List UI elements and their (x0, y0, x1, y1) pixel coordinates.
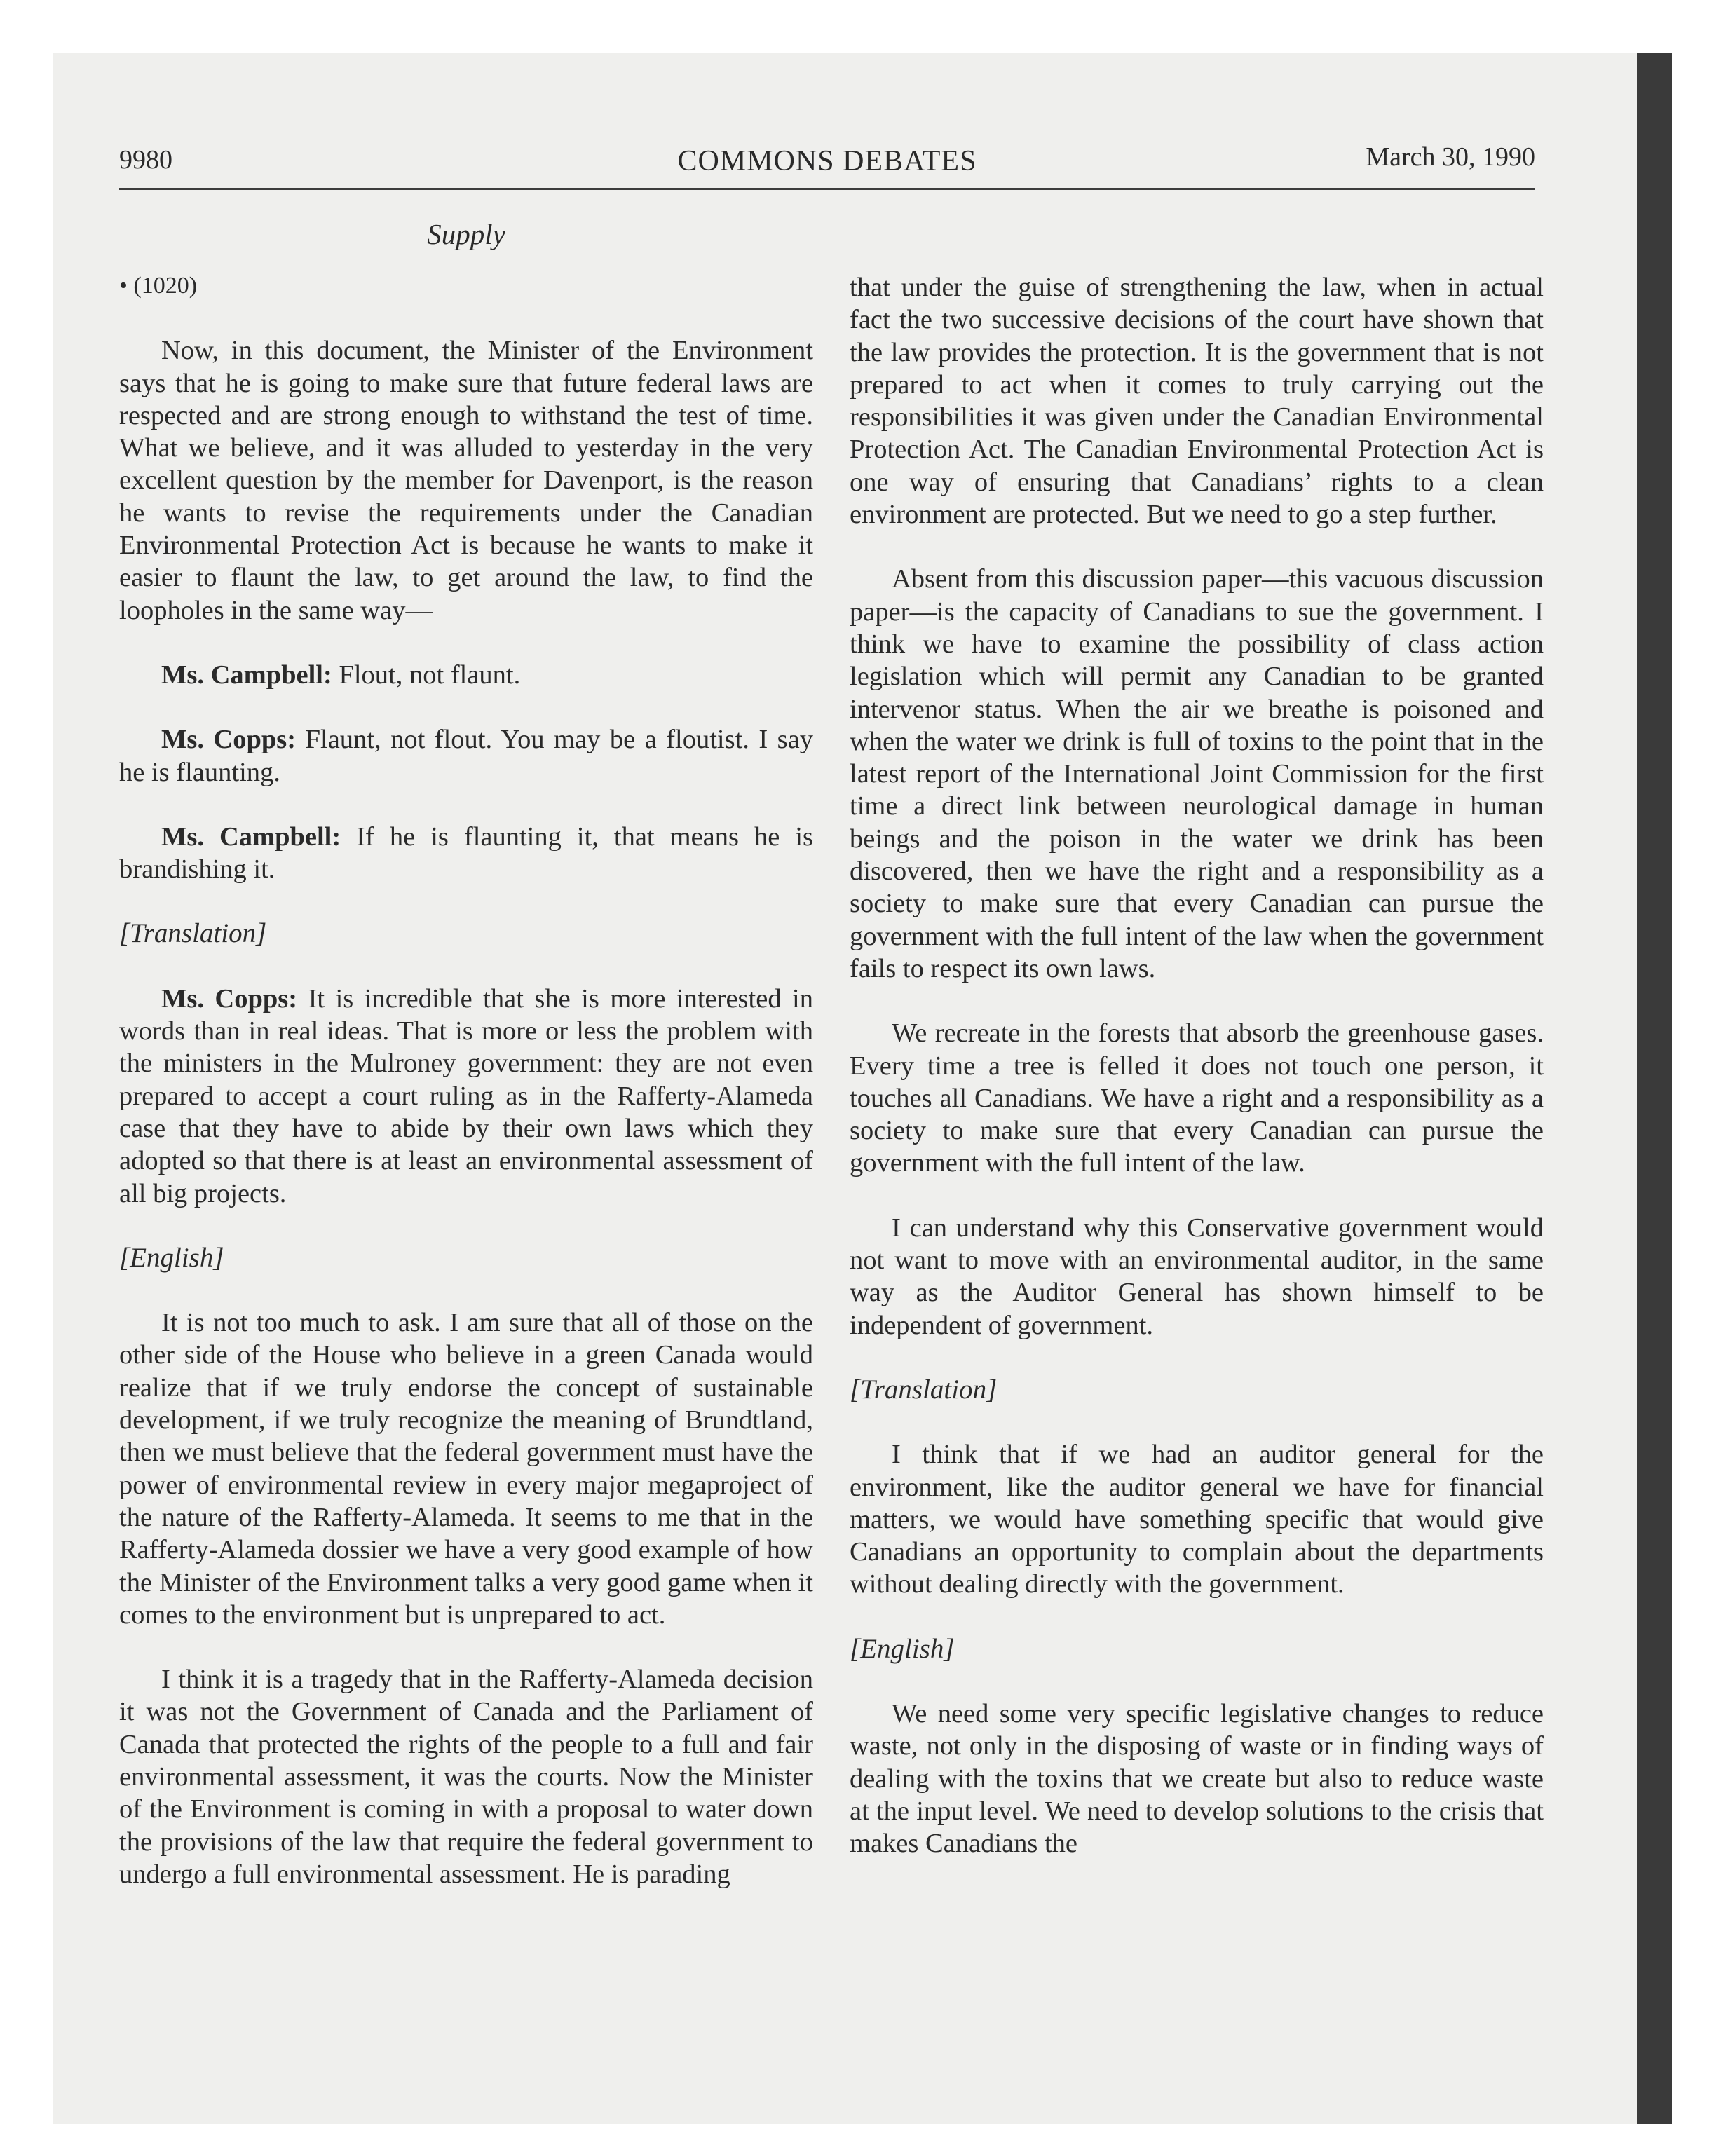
paragraph: Absent from this discussion paper—this vacuous discussion paper—is the capacity of Canadians to sue the government. I think we have to examine the possibility of class action legislation which will permit any Canadian to be granted intervenor status. When the air we breathe is poisoned and when the water we drink is full of toxins to the point that in the latest report of the International Joint Commission for the first time a direct link between neurological damage in human beings and the poison in the water we drink has been discovered, then we have the right and a responsibility as a society to make sure that every Canadian can pursue the government with the full intent of the law when the government fails to respect its own laws. (850, 564, 1544, 983)
section-title: Supply (427, 218, 505, 250)
right-column (850, 271, 1544, 1892)
paragraph: We need some very specific legislative changes to reduce waste, not only in the disposing of waste or in finding ways of dealing with the toxins that we create but also to reduce waste at the input level. We need to develop solutions to the crisis that makes Canadians the (850, 1698, 1544, 1859)
language-marker: [English] (850, 1633, 955, 1664)
left-column (119, 270, 813, 1923)
speech-paragraph (119, 983, 813, 1210)
publication-title: COMMONS DEBATES (677, 145, 977, 177)
page-header (119, 139, 1535, 190)
speaker-name: Ms. Campbell: (161, 821, 341, 852)
language-marker: [Translation] (119, 918, 267, 949)
speech-text: It is incredible that she is more interested in words than in real ideas. That is more or less the problem with the ministers in the Mulroney government: they are not even prepared to accept a court ruling as in the Rafferty-Alameda case that they have to abide by their own laws which they adopted so that there is at least an environmental assessment of all big projects. (119, 983, 813, 1208)
speech-paragraph (119, 723, 813, 789)
paragraph: I can understand why this Conservative government would not want to move with an environmental auditor, in the same way as the Auditor General has shown himself to be independent of government. (850, 1213, 1544, 1340)
paragraph: We recreate in the forests that absorb the greenhouse gases. Every time a tree is felled it does not touch one person, it touches all Canadians. We have a right and a responsibility as a society to make sure that every Canadian can pursue the government with the full intent of the law. (850, 1018, 1544, 1178)
speech-text: If he is flaunting it, that means he is brandishing it. (119, 821, 814, 885)
speaker-name: Ms. Copps: (161, 725, 297, 755)
speech-paragraph (119, 821, 813, 886)
page-number: 9980 (119, 145, 172, 175)
speaker-name: Ms. Copps: (161, 983, 298, 1014)
speech-text: Flout, not flaunt. (339, 660, 521, 690)
time-marker: • (1020) (119, 273, 198, 299)
paragraph: It is not too much to ask. I am sure that all of those on the other side of the House who believe in a green Canada would realize that if we truly endorse the concept of sustainable development, if we truly recognize the meaning of Brundtland, then we must believe that the federal government must have the power of environmental review in every major megaproject of the nature of the Rafferty-Alameda. It seems to me that in the Rafferty-Alameda dossier we have a very good example of how the Minister of the Environment talks a very good game when it comes to the environment but is unprepared to act. (119, 1308, 813, 1630)
paragraph: I think it is a tragedy that in the Rafferty-Alameda decision it was not the Government of Canada and the Parliament of Canada that protected the rights of the people to a full and fair environmental assessment, it was the courts. Now the Minister of the Environment is coming in with a proposal to water down the provisions of the law that require the federal government to undergo a full environmental assessment. He is parading (119, 1665, 813, 1889)
paragraph: I think that if we had an auditor general for the environment, like the auditor general we have for financial matters, we would have something specific that would give Canadians an opportunity to complain about the departments without dealing directly with the government. (850, 1440, 1544, 1599)
speaker-name: Ms. Campbell: (161, 660, 332, 690)
speech-paragraph (119, 659, 813, 691)
paragraph: Now, in this document, the Minister of the Environment says that he is going to make sure that future federal laws are respected and are strong enough to withstand the test of time. What we believe, and it was alluded to yesterday in the very excellent question by the member for Davenport, is the reason he wants to revise the requirements under the Canadian Environmental Protection Act is because he wants to make it easier to flaunt the law, to get around the law, to find the loopholes in the same way— (119, 336, 813, 625)
language-marker: [English] (119, 1242, 224, 1273)
language-marker: [Translation] (850, 1374, 998, 1405)
speech-text: Flaunt, not flout. You may be a floutist. I say he is flaunting. (119, 725, 813, 787)
scan-edge-band (1637, 53, 1672, 2124)
paragraph: that under the guise of strengthening the law, when in actual fact the two successive decisions of the court have shown that the law provides the protection. It is the government that is not prepared to act when it comes to truly carrying out the responsibilities it was given under the Canadian Environmental Protection Act. The Canadian Environmental Protection Act is one way of ensuring that Canadians’ rights to a clean environment are protected. But we need to go a step further. (850, 273, 1544, 530)
publication-date: March 30, 1990 (1366, 142, 1535, 172)
